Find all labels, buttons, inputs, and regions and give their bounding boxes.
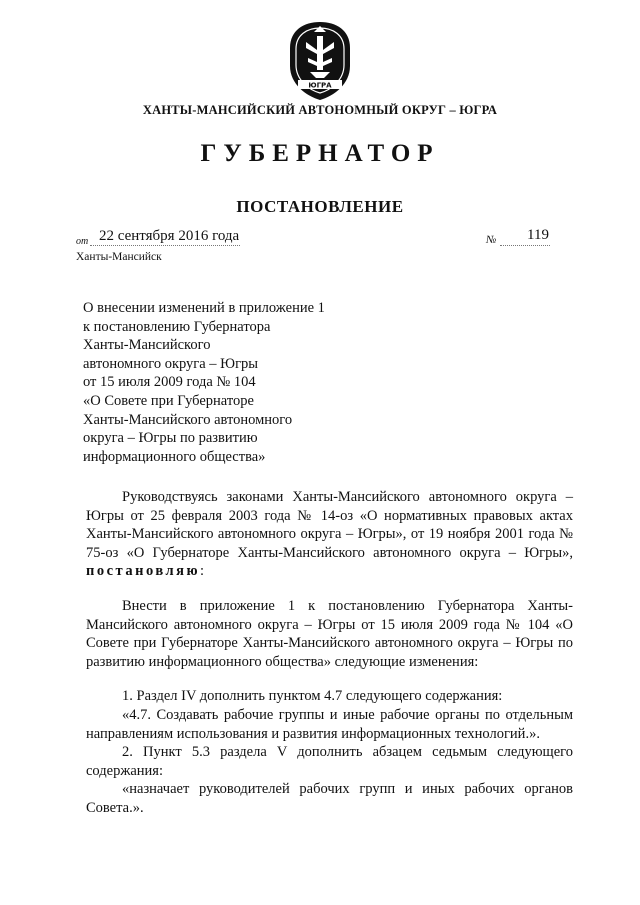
coat-of-arms-emblem [284, 20, 356, 102]
item-1-quote-paragraph: «4.7. Создавать рабочие группы и иные рабочие органы по отдельным направлениям использования и развития информационных технологий.». [86, 706, 573, 742]
region-title: ХАНТЫ-МАНСИЙСКИЙ АВТОНОМНЫЙ ОКРУГ – ЮГРА [142, 103, 498, 117]
document-type-heading: ПОСТАНОВЛЕНИЕ [236, 197, 404, 216]
governor-heading: ГУБЕРНАТОР [200, 140, 440, 167]
coat-of-arms-icon [284, 20, 356, 102]
preamble-paragraph [86, 488, 573, 581]
city-label: Ханты-Мансийск [76, 251, 162, 263]
subject-line: автономного округа – Югры [83, 355, 259, 372]
decree-word: постановляю [86, 563, 201, 580]
item-1-paragraph: 1. Раздел IV дополнить пунктом 4.7 следующего содержания: [122, 688, 503, 705]
subject-line: округа – Югры по развитию [83, 430, 258, 447]
emblem-label: ЮГРА [308, 81, 332, 90]
subject-line: к постановлению Губернатора [83, 318, 271, 335]
document-subject [83, 299, 383, 466]
item-2-paragraph: 2. Пункт 5.3 раздела V дополнить абзацем седьмым следующего содержания: [86, 744, 573, 779]
subject-line: «О Совете при Губернаторе [83, 392, 254, 409]
number-sign: № [486, 234, 497, 246]
subject-line: Ханты-Мансийского автономного [83, 411, 293, 428]
intro-paragraph: Внести в приложение 1 к постановлению Губернатора Ханты-Мансийского автономного округа – Югры от 15 июля 2009 года № 104 «О Совете при Губернаторе Ханты-Мансийского автономного округа – Югры по развитию информационного общества» следующие изменения: [86, 597, 573, 670]
number-underline [500, 245, 550, 246]
subject-line: Ханты-Мансийского [83, 337, 211, 354]
subject-line: О внесении изменений в приложение 1 [83, 300, 325, 316]
document-body [86, 488, 573, 818]
document-date: 22 сентября 2016 года [99, 228, 240, 244]
decree-colon: : [200, 563, 205, 580]
date-prefix: от [76, 236, 89, 247]
item-2-quote-paragraph: «назначает руководителей рабочих групп и иных рабочих органов Совета.». [86, 781, 573, 816]
preamble-text: Руководствуясь законами Ханты-Мансийского автономного округа – Югры от 25 февраля 2003 года № 14-оз «О нормативных правовых актах Ханты-Мансийского автономного округа – Югры», от 19 ноября 2001 года № 75-оз «О Губернаторе Ханты-Мансийского автономного округа – Югры», [86, 489, 573, 561]
subject-line: от 15 июля 2009 года № 104 [83, 374, 256, 391]
document-number: 119 [527, 227, 549, 243]
date-underline [90, 245, 240, 246]
subject-line: информационного общества» [83, 448, 266, 465]
